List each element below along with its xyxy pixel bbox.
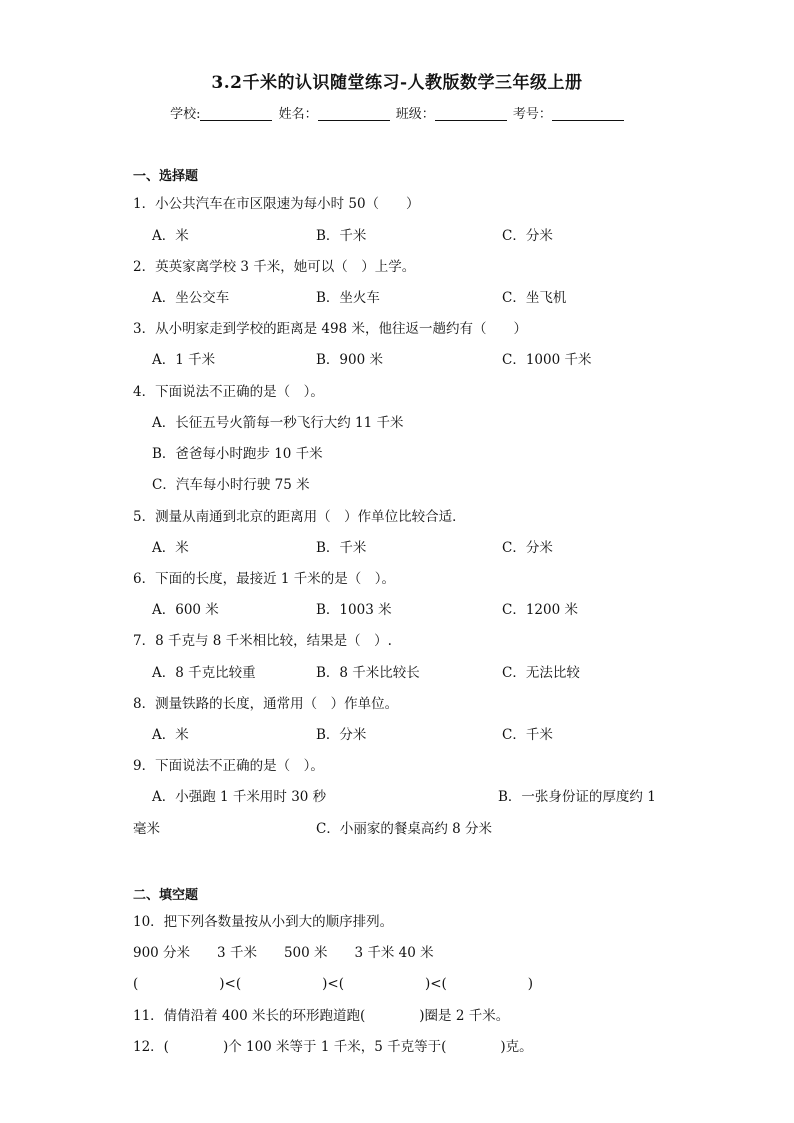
question-3: 3．从小明家走到学校的距离是 498 米，他往返一趟约有（ ） bbox=[133, 321, 527, 337]
number-label: 考号： bbox=[512, 107, 552, 122]
q3-option-b[interactable]: B．900 米 bbox=[316, 352, 383, 368]
question-1: 1．小公共汽车在市区限速为每小时 50（ ） bbox=[133, 196, 420, 212]
question-2: 2．英英家离学校 3 千米，她可以（ ）上学。 bbox=[133, 259, 416, 275]
q9-option-a[interactable]: A．小强跑 1 千米用时 30 秒 bbox=[152, 789, 327, 805]
q6-option-c[interactable]: C．1200 米 bbox=[502, 602, 578, 618]
q10-quantities: 900 分米 3 千米 500 米 3 千米 40 米 bbox=[133, 945, 434, 961]
q4-option-c[interactable]: C．汽车每小时行驶 75 米 bbox=[152, 477, 310, 493]
q9-option-b[interactable]: B．一张身份证的厚度约 1 bbox=[498, 789, 656, 805]
page-title: 3.2千米的认识随堂练习-人教版数学三年级上册 bbox=[211, 73, 583, 93]
class-blank[interactable] bbox=[435, 106, 507, 121]
q9-option-b-continued: 毫米 bbox=[133, 821, 160, 837]
name-label: 姓名： bbox=[278, 107, 318, 122]
number-blank[interactable] bbox=[552, 106, 624, 121]
q7-option-c[interactable]: C．无法比较 bbox=[502, 665, 580, 681]
q8-option-b[interactable]: B．分米 bbox=[316, 727, 367, 743]
q1-option-b[interactable]: B．千米 bbox=[316, 228, 367, 244]
question-11: 11．倩倩沿着 400 米长的环形跑道跑( )圈是 2 千米。 bbox=[133, 1008, 510, 1024]
student-info-line bbox=[0, 103, 794, 122]
q10-answer-blanks[interactable]: ( )<( )<( )<( ) bbox=[133, 976, 534, 992]
q2-option-a[interactable]: A．坐公交车 bbox=[152, 290, 230, 306]
q5-option-a[interactable]: A．米 bbox=[152, 540, 189, 556]
q1-option-a[interactable]: A．米 bbox=[152, 228, 189, 244]
class-label: 班级： bbox=[395, 107, 435, 122]
question-12: 12．( )个 100 米等于 1 千米，5 千克等于( )克。 bbox=[133, 1039, 533, 1055]
q2-option-b[interactable]: B．坐火车 bbox=[316, 290, 380, 306]
q6-option-b[interactable]: B．1003 米 bbox=[316, 602, 392, 618]
name-blank[interactable] bbox=[318, 106, 390, 121]
question-10: 10．把下列各数量按从小到大的顺序排列。 bbox=[133, 914, 394, 930]
q4-option-b[interactable]: B．爸爸每小时跑步 10 千米 bbox=[152, 446, 323, 462]
question-7: 7．8 千克与 8 千米相比较，结果是（ ）. bbox=[133, 633, 392, 649]
q5-option-b[interactable]: B．千米 bbox=[316, 540, 367, 556]
school-blank[interactable] bbox=[200, 106, 272, 121]
question-6: 6．下面的长度，最接近 1 千米的是（ ）。 bbox=[133, 571, 396, 587]
q7-option-b[interactable]: B．8 千米比较长 bbox=[316, 665, 420, 681]
question-4: 4．下面说法不正确的是（ ）。 bbox=[133, 384, 324, 400]
section-heading-fill: 二、填空题 bbox=[133, 888, 199, 903]
question-8: 8．测量铁路的长度，通常用（ ）作单位。 bbox=[133, 696, 399, 712]
question-5: 5．测量从南通到北京的距离用（ ）作单位比较合适． bbox=[133, 509, 466, 525]
section-heading-choice: 一、选择题 bbox=[133, 169, 199, 184]
q2-option-c[interactable]: C．坐飞机 bbox=[502, 290, 567, 306]
q7-option-a[interactable]: A．8 千克比较重 bbox=[152, 665, 256, 681]
school-label: 学校: bbox=[170, 107, 201, 122]
q9-option-c[interactable]: C．小丽家的餐桌高约 8 分米 bbox=[316, 821, 493, 837]
q8-option-a[interactable]: A．米 bbox=[152, 727, 189, 743]
q3-option-c[interactable]: C．1000 千米 bbox=[502, 352, 592, 368]
question-9: 9．下面说法不正确的是（ ）。 bbox=[133, 758, 324, 774]
q1-option-c[interactable]: C．分米 bbox=[502, 228, 553, 244]
q4-option-a[interactable]: A．长征五号火箭每一秒飞行大约 11 千米 bbox=[152, 415, 404, 431]
q5-option-c[interactable]: C．分米 bbox=[502, 540, 553, 556]
q8-option-c[interactable]: C．千米 bbox=[502, 727, 553, 743]
q3-option-a[interactable]: A．1 千米 bbox=[152, 352, 216, 368]
q6-option-a[interactable]: A．600 米 bbox=[152, 602, 219, 618]
